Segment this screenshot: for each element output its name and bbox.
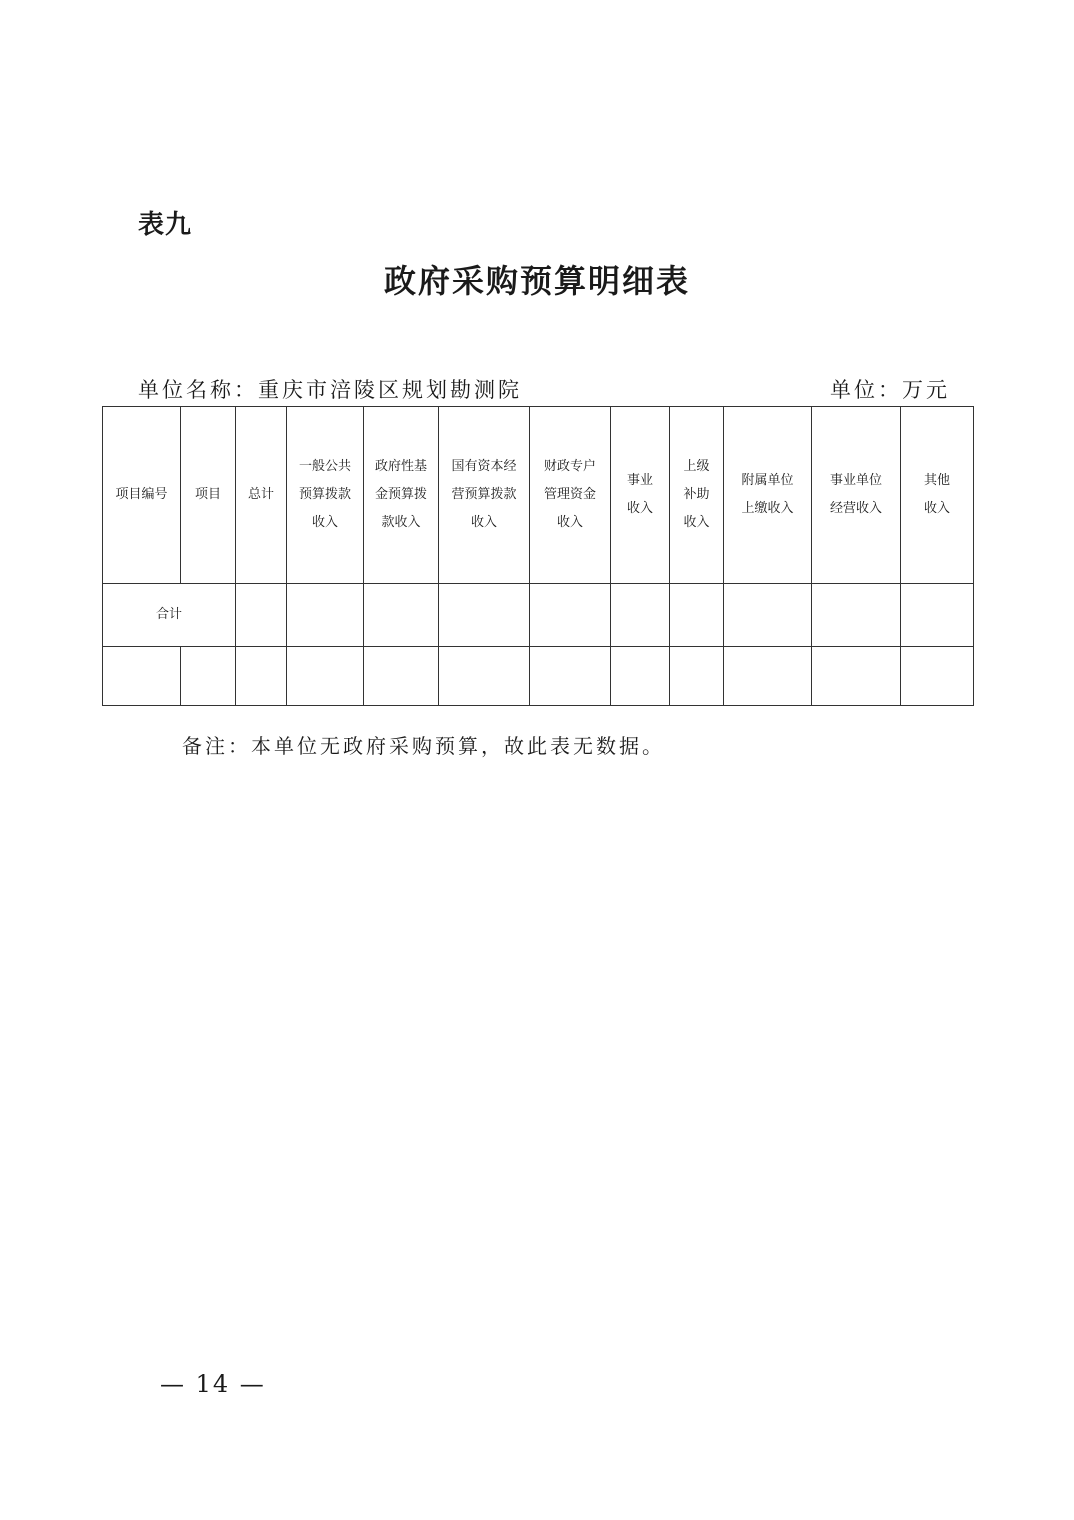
table-cell <box>439 584 530 647</box>
table-cell <box>287 584 364 647</box>
table-cell <box>364 647 439 706</box>
table-label: 表九 <box>138 210 193 240</box>
table-cell <box>611 647 670 706</box>
table-cell <box>611 584 670 647</box>
table-cell <box>670 647 724 706</box>
table-cell <box>901 647 974 706</box>
unit-measure: 单位：万元 <box>830 378 950 402</box>
table-cell <box>103 647 181 706</box>
column-header-operating-income: 事业单位 经营收入 <box>812 407 901 584</box>
total-label-cell: 合计 <box>103 584 236 647</box>
column-header-affiliate-remittance: 附属单位 上缴收入 <box>724 407 812 584</box>
procurement-budget-table <box>102 406 974 706</box>
table-cell <box>236 584 287 647</box>
column-header-superior-subsidy: 上级 补助 收入 <box>670 407 724 584</box>
column-header-total: 总计 <box>236 407 287 584</box>
table-row <box>103 647 974 706</box>
table-cell <box>439 647 530 706</box>
table-header-row <box>103 407 974 584</box>
table-cell <box>724 584 812 647</box>
table-cell <box>236 647 287 706</box>
remark-note: 备注：本单位无政府采购预算，故此表无数据。 <box>182 734 665 758</box>
table-cell <box>812 584 901 647</box>
table-cell <box>530 584 611 647</box>
total-row <box>103 584 974 647</box>
table-cell <box>670 584 724 647</box>
table-cell <box>901 584 974 647</box>
table-cell <box>530 647 611 706</box>
column-header-business-income: 事业 收入 <box>611 407 670 584</box>
column-header-general-budget: 一般公共 预算拨款 收入 <box>287 407 364 584</box>
column-header-special-account-funds: 财政专户 管理资金 收入 <box>530 407 611 584</box>
column-header-other-income: 其他 收入 <box>901 407 974 584</box>
column-header-gov-fund-budget: 政府性基 金预算拨 款收入 <box>364 407 439 584</box>
table-cell <box>724 647 812 706</box>
unit-name: 单位名称：重庆市涪陵区规划勘测院 <box>138 378 522 402</box>
column-header-project: 项目 <box>181 407 236 584</box>
table-cell <box>287 647 364 706</box>
page-title: 政府采购预算明细表 <box>383 262 690 300</box>
table-cell <box>364 584 439 647</box>
column-header-state-capital-budget: 国有资本经 营预算拨款 收入 <box>439 407 530 584</box>
column-header-project-code: 项目编号 <box>103 407 181 584</box>
page-number: — 14 — <box>160 1370 266 1398</box>
table-cell <box>181 647 236 706</box>
table-cell <box>812 647 901 706</box>
